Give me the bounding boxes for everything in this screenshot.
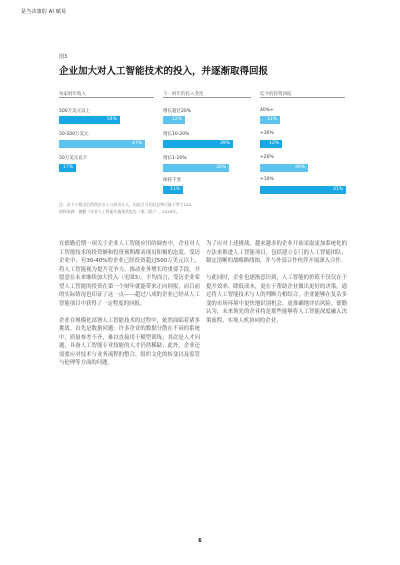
data-bar: 17% — [59, 164, 76, 172]
body-paragraph: 在德勤近期一项关于企业人工智能应用的调查中，企业对人工智能技术的投资额和投资预期都表现出积极的态度。受访企业中，有30-40%的企业已经投资超过500万美元以上，将人工智能视为提升竞争力、推动业务增长的重要手段，并愿意在未来继续加大投入（见图3）。平均而言，受访企业希望人工智能的投资在第一个财年就能带来正向回报，而目前的实际情况也印证了这一点——超过八成的企业已经从人工智能项目中获得了一定程度的回报。 — [59, 241, 200, 307]
data-bar: 31% — [260, 186, 346, 194]
page-number: 6 — [198, 538, 202, 544]
data-bar: 11% — [163, 186, 183, 194]
column-rule — [260, 97, 345, 98]
data-bar: 11% — [260, 116, 280, 124]
row-label: 增长超过20% — [163, 109, 192, 114]
column-heading-roi: 迄今的投资回报 — [260, 92, 292, 97]
column-heading-investment-change: 下一财年的投入变化 — [163, 92, 204, 97]
figure-title: 企业加大对人工智能技术的投入，并逐渐取得回报 — [59, 66, 269, 77]
data-bar: 39% — [163, 140, 233, 148]
running-header: 是当决策的 AI 赋易 — [21, 9, 67, 15]
body-column-left — [59, 240, 200, 376]
body-paragraph: 企业在规模化部署人工智能技术的过程中，依然面临着诸多挑战。首先是数据问题：许多企业的数据分散在不同的系统中，质量参差不齐，难以直接用于模型训练；其次是人才问题，具备人工智能专业技能的人才仍然稀缺；此外，企业还需要应对技术与业务流程的整合、组织文化的转变以及监管与伦理等方面的问题。 — [59, 317, 200, 366]
data-bar: 12% — [260, 140, 282, 148]
figure-label: 图3 — [59, 54, 68, 60]
figure-source: 资料来源：德勤《企业人工智能实施现状报告（第二版）》，2018年。 — [59, 209, 180, 214]
body-paragraph: 与此同时，企业也逐渐意识到，人工智能的价值不仅仅在于提升效率、降低成本，更在于帮助企业做出更好的决策。通过将人工智能技术与人的判断力相结合，企业能够在复杂多变的市场环境中更快地识别机会、更准确地评估风险。德勤认为，未来领先的企业将是那些能够将人工智能深度融入决策流程、实现人机协同的企业。 — [206, 275, 347, 324]
body-paragraph: 为了应对上述挑战，越来越多的企业开始采取更加系统化的方法来推进人工智能项目，包括建立专门的人工智能团队、制定清晰的战略路线图，并与外部合作伙伴开展深入合作。 — [206, 241, 347, 264]
data-bar: 54% — [59, 116, 120, 124]
column-rule — [59, 97, 154, 98]
body-column-right — [206, 240, 347, 334]
data-bar: 47% — [59, 140, 145, 148]
column-rule — [163, 97, 251, 98]
row-label: 保持不变 — [163, 178, 181, 183]
row-label: 50万美元以下 — [59, 156, 88, 161]
row-label: 500万美元以上 — [59, 109, 91, 114]
row-label: 50-500万美元 — [59, 132, 89, 137]
row-label: 增长1-10% — [163, 156, 187, 161]
row-label: +30% — [260, 131, 274, 136]
data-bar: 36% — [163, 164, 229, 172]
data-bar: 12% — [163, 116, 185, 124]
column-heading-revenue: 每家财年收入 — [59, 92, 86, 97]
data-bar: 26% — [260, 164, 308, 172]
row-label: +10% — [260, 177, 274, 182]
row-label: 40%+ — [260, 108, 274, 113]
figure-note: 注：由于小数点后的四舍五入与四舍五入，因此百分比的总和可能不等于100。 — [59, 202, 195, 207]
row-label: 增长10-20% — [163, 132, 190, 137]
row-label: +20% — [260, 155, 274, 160]
